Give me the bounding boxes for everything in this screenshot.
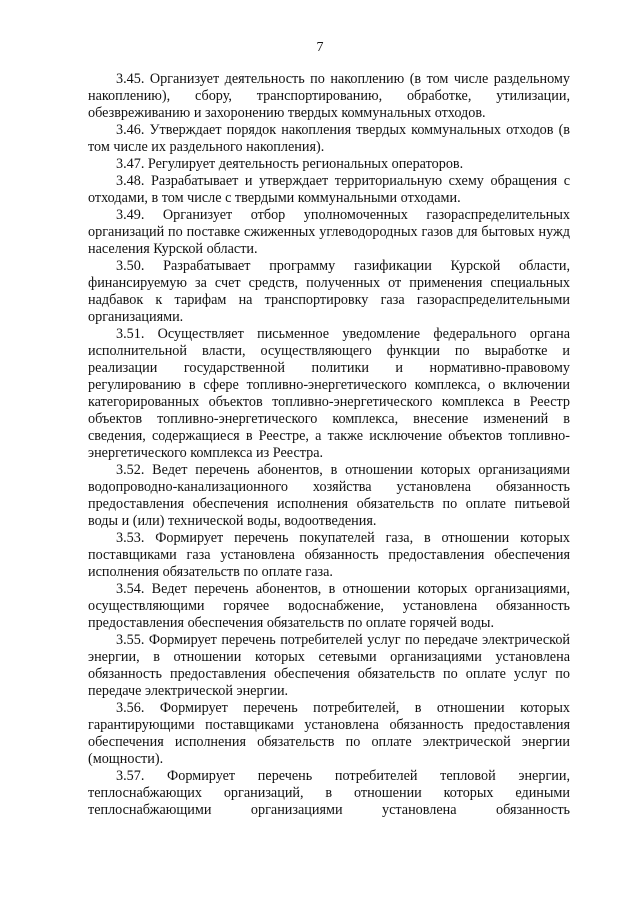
paragraph-3-56: 3.56. Формирует перечень потребителей, в отношении которых гарантирующими поставщиками установлена обязанность предоставления обеспечения исполнения обязательств по оплате электрической энергии (мощности). — [88, 700, 570, 767]
paragraph-3-45: 3.45. Организует деятельность по накоплению (в том числе раздельному накоплению), сбору, транспортированию, обработке, утилизации, обезвреживанию и захоронению твердых коммунальных отходов. — [88, 71, 570, 121]
paragraph-3-48: 3.48. Разрабатывает и утверждает территориальную схему обращения с отходами, в том числе с твердыми коммунальными отходами. — [88, 173, 570, 206]
paragraph-3-50: 3.50. Разрабатывает программу газификации Курской области, финансируемую за счет средств, полученных от применения специальных надбавок к тарифам на транспортировку газа газораспределительными организациями. — [88, 258, 570, 325]
paragraph-3-49: 3.49. Организует отбор уполномоченных газораспределительных организаций по поставке сжиженных углеводородных газов для бытовых нужд населения Курской области. — [88, 207, 570, 257]
paragraph-3-46: 3.46. Утверждает порядок накопления твердых коммунальных отходов (в том числе их раздельного накопления). — [88, 122, 570, 155]
paragraph-3-54: 3.54. Ведет перечень абонентов, в отношении которых организациями, осуществляющими горячее водоснабжение, установлена обязанность предоставления обеспечения обязательств по оплате горячей воды. — [88, 581, 570, 631]
document-body — [88, 71, 570, 819]
paragraph-3-47: 3.47. Регулирует деятельность региональных операторов. — [116, 156, 464, 172]
paragraph-3-52: 3.52. Ведет перечень абонентов, в отношении которых организациями водопроводно-канализационного хозяйства установлена обязанность предоставления обеспечения исполнения обязательств по оплате питьевой воды и (или) технической воды, водоотведения. — [88, 462, 570, 529]
page-number: 7 — [316, 40, 324, 55]
paragraph-3-51: 3.51. Осуществляет письменное уведомление федерального органа исполнительной власти, осуществляющего функции по выработке и реализации государственной политики и нормативно-правовому регулированию в сфере топливно-энергетического комплекса, о включении категорированных объектов топливно-энергетического комплекса в Реестр объектов топливно-энергетического комплекса, внесение изменений в сведения, содержащиеся в Реестре, а также исключение объектов топливно-энергетического комплекса из Реестра. — [88, 326, 570, 461]
paragraph-3-55: 3.55. Формирует перечень потребителей услуг по передаче электрической энергии, в отношении которых сетевыми организациями установлена обязанность предоставления обеспечения обязательств по оплате услуг по передаче электрической энергии. — [88, 632, 570, 699]
paragraph-3-53: 3.53. Формирует перечень покупателей газа, в отношении которых поставщиками газа установлена обязанность предоставления обеспечения исполнения обязательств по оплате газа. — [88, 530, 570, 580]
paragraph-3-57: 3.57. Формирует перечень потребителей тепловой энергии, теплоснабжающих организаций, в отношении которых едиными теплоснабжающими организациями установлена обязанность — [88, 768, 570, 818]
